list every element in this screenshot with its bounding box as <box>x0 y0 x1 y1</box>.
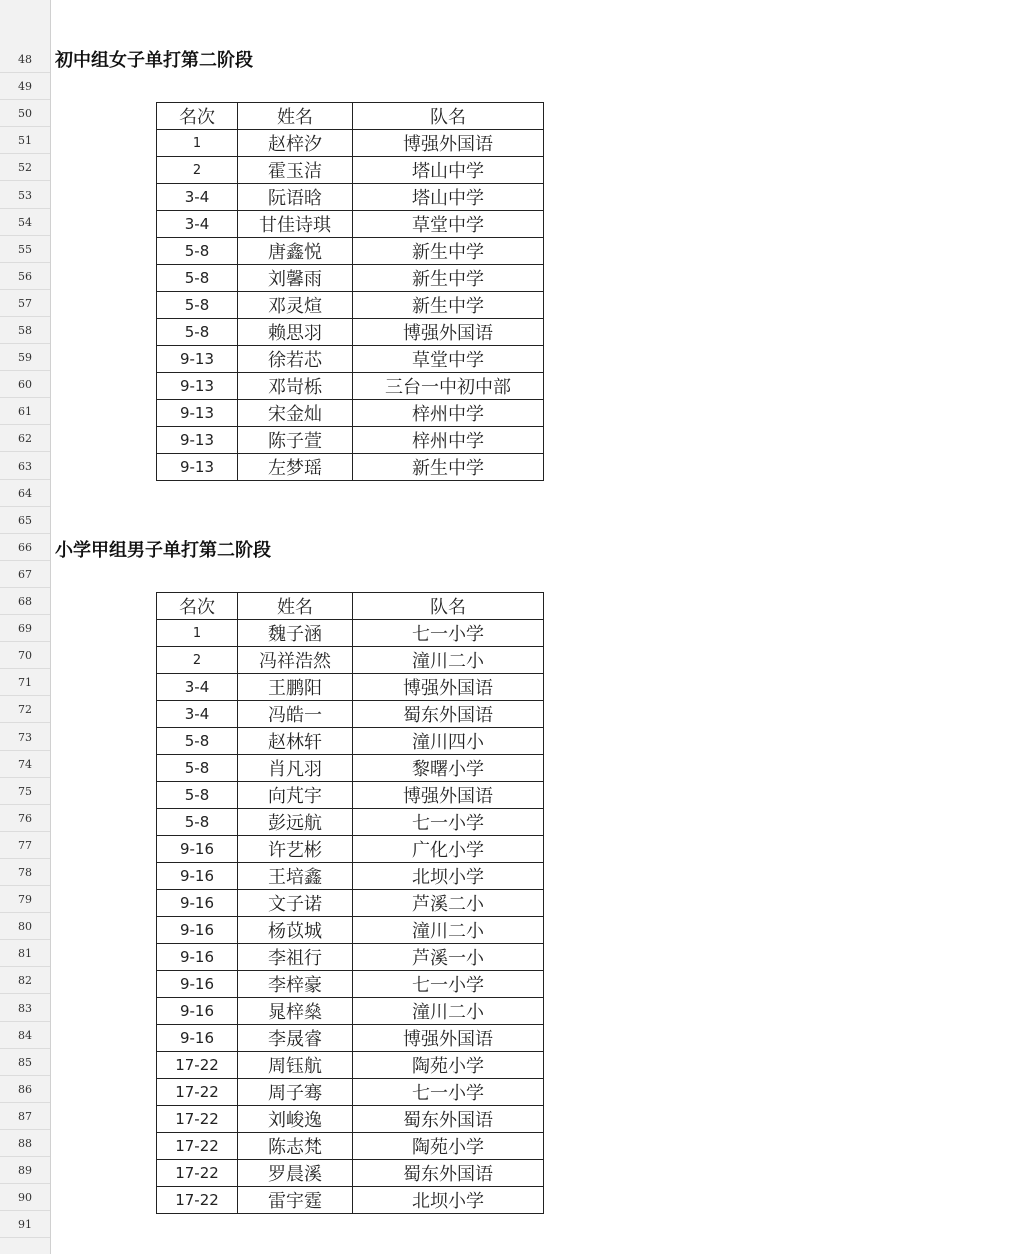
cell-name[interactable]: 甘佳诗琪 <box>238 211 353 238</box>
row-number[interactable]: 60 <box>0 371 50 398</box>
table-header-row <box>157 103 544 130</box>
cell-name[interactable]: 陈志梵 <box>238 1133 353 1160</box>
cell-name[interactable]: 雷宇霆 <box>238 1187 353 1214</box>
row-number[interactable]: 75 <box>0 778 50 805</box>
header-team[interactable]: 队名 <box>353 593 544 620</box>
cell-name[interactable]: 罗晨溪 <box>238 1160 353 1187</box>
table-row <box>157 1079 544 1106</box>
row-number[interactable]: 77 <box>0 832 50 859</box>
cell-name[interactable]: 陈子萱 <box>238 427 353 454</box>
cell-rank[interactable]: 5-8 <box>157 265 238 292</box>
table-row <box>157 427 544 454</box>
cell-name[interactable]: 邓岢栎 <box>238 373 353 400</box>
cell-rank[interactable]: 3-4 <box>157 701 238 728</box>
results-table-junior-girls <box>156 102 544 481</box>
cell-rank[interactable]: 17-22 <box>157 1079 238 1106</box>
row-number[interactable]: 53 <box>0 182 50 209</box>
cell-name[interactable]: 唐鑫悦 <box>238 238 353 265</box>
section-title-junior-girls: 初中组女子单打第二阶段 <box>55 50 253 71</box>
cell-name[interactable]: 肖凡羽 <box>238 755 353 782</box>
cell-rank[interactable]: 1 <box>157 130 238 157</box>
cell-rank[interactable]: 9-16 <box>157 971 238 998</box>
header-team[interactable]: 队名 <box>353 103 544 130</box>
table-row <box>157 782 544 809</box>
cell-name[interactable]: 晁梓燊 <box>238 998 353 1025</box>
cell-name[interactable]: 赵林轩 <box>238 728 353 755</box>
cell-rank[interactable]: 17-22 <box>157 1106 238 1133</box>
cell-team[interactable]: 梓州中学 <box>353 427 544 454</box>
header-name[interactable]: 姓名 <box>238 593 353 620</box>
cell-name[interactable]: 周子骞 <box>238 1079 353 1106</box>
row-number[interactable]: 78 <box>0 859 50 886</box>
cell-team[interactable]: 陶苑小学 <box>353 1052 544 1079</box>
row-number[interactable]: 91 <box>0 1211 50 1238</box>
row-number[interactable]: 87 <box>0 1103 50 1130</box>
cell-team[interactable]: 蜀东外国语 <box>353 1106 544 1133</box>
cell-rank[interactable]: 5-8 <box>157 755 238 782</box>
cell-team[interactable]: 博强外国语 <box>353 1025 544 1052</box>
cell-rank[interactable]: 9-16 <box>157 1025 238 1052</box>
results-table-primary-boys <box>156 592 544 1214</box>
row-number[interactable]: 74 <box>0 751 50 778</box>
row-number[interactable]: 52 <box>0 154 50 181</box>
cell-rank[interactable]: 9-16 <box>157 917 238 944</box>
table-row <box>157 620 544 647</box>
row-number[interactable]: 54 <box>0 209 50 236</box>
cell-name[interactable]: 李祖行 <box>238 944 353 971</box>
cell-rank[interactable]: 3-4 <box>157 211 238 238</box>
cell-team[interactable]: 广化小学 <box>353 836 544 863</box>
cell-team[interactable]: 蜀东外国语 <box>353 1160 544 1187</box>
row-number[interactable]: 64 <box>0 480 50 507</box>
cell-name[interactable]: 魏子涵 <box>238 620 353 647</box>
cell-rank[interactable]: 5-8 <box>157 809 238 836</box>
row-number[interactable]: 59 <box>0 344 50 371</box>
cell-name[interactable]: 阮语晗 <box>238 184 353 211</box>
cell-rank[interactable]: 9-13 <box>157 427 238 454</box>
cell-team[interactable]: 北坝小学 <box>353 1187 544 1214</box>
cell-rank[interactable]: 2 <box>157 647 238 674</box>
row-number[interactable]: 56 <box>0 263 50 290</box>
cell-name[interactable]: 李晟睿 <box>238 1025 353 1052</box>
cell-rank[interactable]: 17-22 <box>157 1133 238 1160</box>
table-row <box>157 836 544 863</box>
cell-rank[interactable]: 3-4 <box>157 184 238 211</box>
cell-rank[interactable]: 17-22 <box>157 1187 238 1214</box>
cell-team[interactable]: 博强外国语 <box>353 674 544 701</box>
row-number[interactable]: 55 <box>0 236 50 263</box>
row-number[interactable]: 82 <box>0 967 50 994</box>
row-number[interactable]: 88 <box>0 1130 50 1157</box>
cell-team[interactable]: 芦溪二小 <box>353 890 544 917</box>
header-rank[interactable]: 名次 <box>157 593 238 620</box>
cell-rank[interactable]: 2 <box>157 157 238 184</box>
table-row <box>157 265 544 292</box>
table-row <box>157 373 544 400</box>
cell-rank[interactable]: 17-22 <box>157 1160 238 1187</box>
cell-team[interactable]: 新生中学 <box>353 238 544 265</box>
cell-team[interactable]: 潼川二小 <box>353 998 544 1025</box>
cell-team[interactable]: 草堂中学 <box>353 346 544 373</box>
cell-team[interactable]: 陶苑小学 <box>353 1133 544 1160</box>
table-row <box>157 890 544 917</box>
cell-name[interactable]: 冯祥浩然 <box>238 647 353 674</box>
cell-team[interactable]: 黎曙小学 <box>353 755 544 782</box>
table-row <box>157 917 544 944</box>
row-number[interactable]: 83 <box>0 995 50 1022</box>
cell-team[interactable]: 草堂中学 <box>353 211 544 238</box>
table-row <box>157 809 544 836</box>
cell-team[interactable]: 博强外国语 <box>353 130 544 157</box>
cell-team[interactable]: 新生中学 <box>353 265 544 292</box>
table-row <box>157 238 544 265</box>
row-number[interactable]: 86 <box>0 1076 50 1103</box>
cell-team[interactable]: 七一小学 <box>353 1079 544 1106</box>
row-number[interactable]: 68 <box>0 588 50 615</box>
row-number[interactable]: 72 <box>0 696 50 723</box>
table-row <box>157 944 544 971</box>
table-row <box>157 647 544 674</box>
cell-rank[interactable]: 3-4 <box>157 674 238 701</box>
row-number[interactable]: 61 <box>0 398 50 425</box>
cell-team[interactable]: 七一小学 <box>353 620 544 647</box>
row-number[interactable]: 90 <box>0 1184 50 1211</box>
row-number[interactable]: 58 <box>0 317 50 344</box>
row-number[interactable]: 79 <box>0 886 50 913</box>
cell-rank[interactable]: 9-16 <box>157 836 238 863</box>
table-row <box>157 400 544 427</box>
cell-team[interactable]: 芦溪一小 <box>353 944 544 971</box>
cell-name[interactable]: 文子诺 <box>238 890 353 917</box>
table-row <box>157 1106 544 1133</box>
cell-name[interactable]: 彭远航 <box>238 809 353 836</box>
table-row <box>157 971 544 998</box>
cell-name[interactable]: 赖思羽 <box>238 319 353 346</box>
table-row <box>157 1160 544 1187</box>
row-number[interactable]: 70 <box>0 642 50 669</box>
cell-team[interactable]: 博强外国语 <box>353 319 544 346</box>
cell-name[interactable]: 向芃宇 <box>238 782 353 809</box>
table-row <box>157 346 544 373</box>
cell-name[interactable]: 邓灵煊 <box>238 292 353 319</box>
cell-team[interactable]: 七一小学 <box>353 971 544 998</box>
cell-rank[interactable]: 9-16 <box>157 863 238 890</box>
header-rank[interactable]: 名次 <box>157 103 238 130</box>
section-title-primary-boys: 小学甲组男子单打第二阶段 <box>55 540 271 561</box>
table-row <box>157 292 544 319</box>
cell-name[interactable]: 冯皓一 <box>238 701 353 728</box>
cell-team[interactable]: 塔山中学 <box>353 184 544 211</box>
row-number[interactable]: 48 <box>0 46 50 73</box>
cell-team[interactable]: 博强外国语 <box>353 782 544 809</box>
cell-rank[interactable]: 17-22 <box>157 1052 238 1079</box>
cell-rank[interactable]: 5-8 <box>157 238 238 265</box>
table-row <box>157 701 544 728</box>
cell-name[interactable]: 刘峻逸 <box>238 1106 353 1133</box>
row-number[interactable]: 84 <box>0 1022 50 1049</box>
cell-rank[interactable]: 9-13 <box>157 400 238 427</box>
row-number[interactable]: 63 <box>0 453 50 480</box>
table-row <box>157 319 544 346</box>
cell-team[interactable]: 潼川四小 <box>353 728 544 755</box>
cell-team[interactable]: 蜀东外国语 <box>353 701 544 728</box>
table-row <box>157 1025 544 1052</box>
row-number[interactable]: 71 <box>0 669 50 696</box>
cell-rank[interactable]: 9-16 <box>157 890 238 917</box>
table-row <box>157 1187 544 1214</box>
table-row <box>157 454 544 481</box>
table-row <box>157 211 544 238</box>
table-row <box>157 1133 544 1160</box>
cell-name[interactable]: 赵梓汐 <box>238 130 353 157</box>
row-number[interactable]: 69 <box>0 615 50 642</box>
cell-rank[interactable]: 9-13 <box>157 454 238 481</box>
cell-team[interactable]: 七一小学 <box>353 809 544 836</box>
cell-rank[interactable]: 9-16 <box>157 944 238 971</box>
table-row <box>157 1052 544 1079</box>
row-number[interactable]: 89 <box>0 1157 50 1184</box>
cell-name[interactable]: 周钰航 <box>238 1052 353 1079</box>
table-row <box>157 184 544 211</box>
row-number[interactable]: 51 <box>0 127 50 154</box>
cell-name[interactable]: 徐若芯 <box>238 346 353 373</box>
cell-rank[interactable]: 5-8 <box>157 292 238 319</box>
row-number[interactable]: 80 <box>0 913 50 940</box>
cell-team[interactable]: 北坝小学 <box>353 863 544 890</box>
cell-name[interactable]: 霍玉洁 <box>238 157 353 184</box>
cell-team[interactable]: 潼川二小 <box>353 917 544 944</box>
row-number[interactable]: 62 <box>0 425 50 452</box>
row-number[interactable]: 76 <box>0 805 50 832</box>
cell-name[interactable]: 宋金灿 <box>238 400 353 427</box>
table-row <box>157 130 544 157</box>
cell-team[interactable]: 梓州中学 <box>353 400 544 427</box>
cell-name[interactable]: 左梦瑶 <box>238 454 353 481</box>
row-number[interactable]: 85 <box>0 1049 50 1076</box>
cell-rank[interactable]: 5-8 <box>157 782 238 809</box>
table-row <box>157 998 544 1025</box>
row-number[interactable]: 65 <box>0 507 50 534</box>
cell-rank[interactable]: 9-13 <box>157 346 238 373</box>
row-number[interactable]: 81 <box>0 940 50 967</box>
cell-name[interactable]: 许艺彬 <box>238 836 353 863</box>
row-number[interactable]: 73 <box>0 724 50 751</box>
cell-rank[interactable]: 5-8 <box>157 319 238 346</box>
cell-team[interactable]: 潼川二小 <box>353 647 544 674</box>
cell-team[interactable]: 三台一中初中部 <box>353 373 544 400</box>
cell-rank[interactable]: 9-16 <box>157 998 238 1025</box>
cell-team[interactable]: 塔山中学 <box>353 157 544 184</box>
row-number[interactable]: 57 <box>0 290 50 317</box>
table-row <box>157 674 544 701</box>
row-number[interactable]: 66 <box>0 534 50 561</box>
row-number[interactable]: 67 <box>0 561 50 588</box>
cell-name[interactable]: 李梓豪 <box>238 971 353 998</box>
cell-team[interactable]: 新生中学 <box>353 292 544 319</box>
cell-rank[interactable]: 9-13 <box>157 373 238 400</box>
cell-team[interactable]: 新生中学 <box>353 454 544 481</box>
row-number[interactable]: 49 <box>0 73 50 100</box>
table-row <box>157 157 544 184</box>
header-name[interactable]: 姓名 <box>238 103 353 130</box>
cell-name[interactable]: 王培鑫 <box>238 863 353 890</box>
cell-rank[interactable]: 5-8 <box>157 728 238 755</box>
row-number[interactable]: 50 <box>0 100 50 127</box>
cell-rank[interactable]: 1 <box>157 620 238 647</box>
cell-name[interactable]: 刘馨雨 <box>238 265 353 292</box>
table-row <box>157 863 544 890</box>
table-row <box>157 728 544 755</box>
cell-name[interactable]: 王鹏阳 <box>238 674 353 701</box>
table-header-row <box>157 593 544 620</box>
table-row <box>157 755 544 782</box>
cell-name[interactable]: 杨苡城 <box>238 917 353 944</box>
